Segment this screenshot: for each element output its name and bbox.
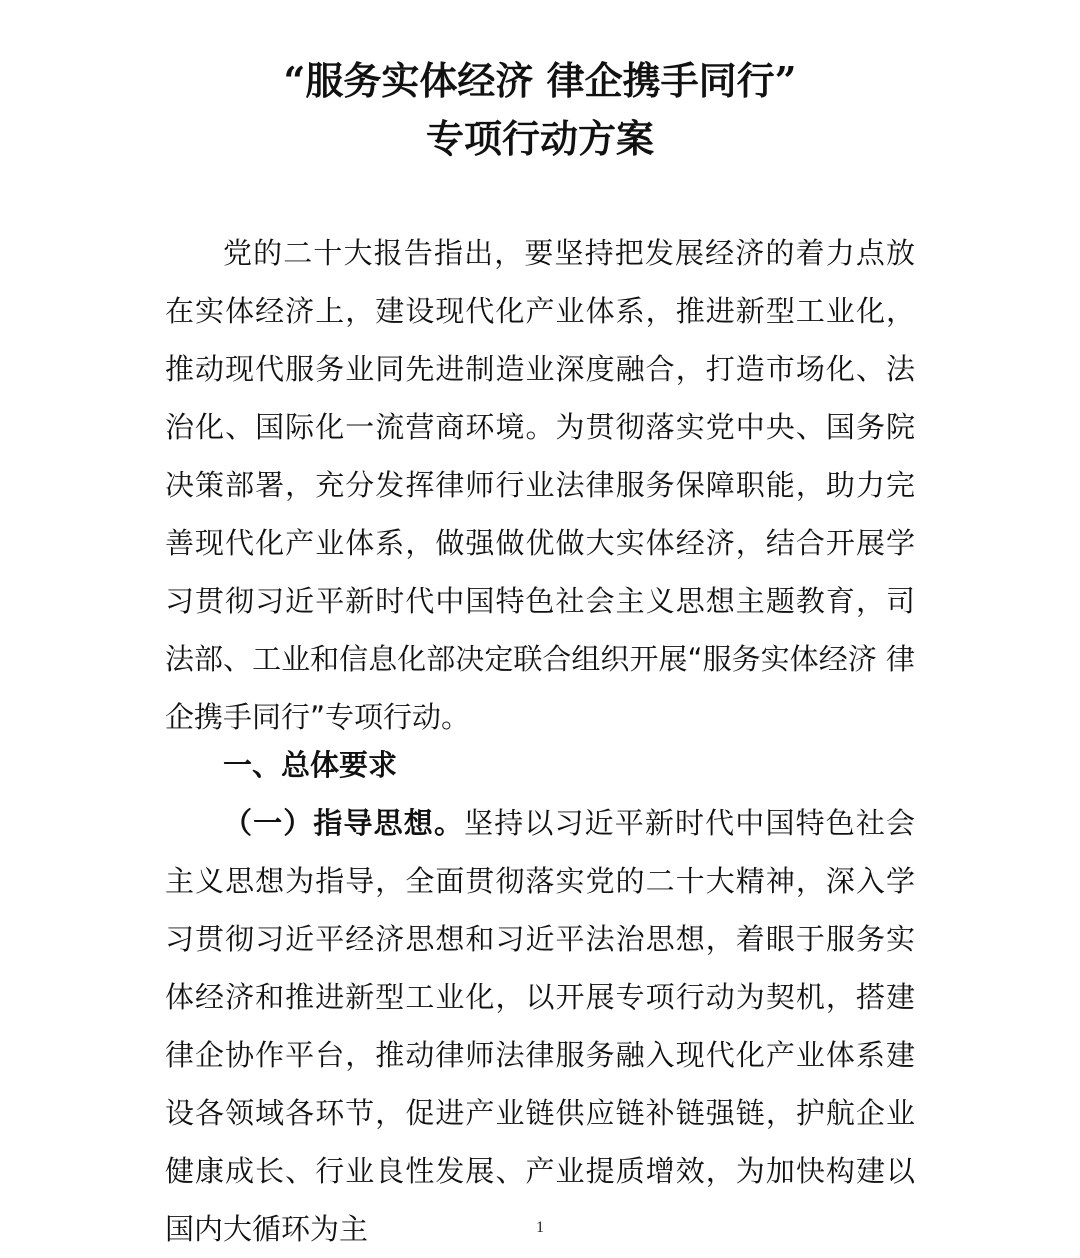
intro-paragraph: 党的二十大报告指出，要坚持把发展经济的着力点放在实体经济上，建设现代化产业体系，推进新型工业化，推动现代服务业同先进制造业深度融合，打造市场化、法治化、国际化一流营商环境。为贯彻落实党中央、国务院决策部署，充分发挥律师行业法律服务保障职能，助力完善现代化产业体系，做强做优做大实体经济，结合开展学习贯彻习近平新时代中国特色社会主义思想主题教育，司法部、工业和信息化部决定联合组织开展“服务实体经济 律企携手同行”专项行动。 [165, 236, 915, 734]
subsection-1-heading: （一）指导思想。 [223, 806, 465, 840]
intro-section [165, 224, 915, 746]
section-general-requirements [165, 736, 915, 1258]
document-title-line-2: 专项行动方案 [425, 116, 654, 161]
subsection-1-paragraph [165, 794, 915, 1258]
subsection-1-text: 坚持以习近平新时代中国特色社会主义思想为指导，全面贯彻落实党的二十大精神，深入学习贯彻习近平经济思想和习近平法治思想，着眼于服务实体经济和推进新型工业化，以开展专项行动为契机，搭建律企协作平台，推动律师法律服务融入现代化产业体系建设各领域各环节，促进产业链供应链补链强链，护航企业健康成长、行业良性发展、产业提质增效，为加快构建以国内大循环为主 [165, 806, 915, 1246]
section-1-heading: 一、总体要求 [223, 748, 398, 782]
document-title-line-1: “服务实体经济 律企携手同行” [283, 58, 797, 103]
page-number: 1 [536, 1219, 544, 1236]
